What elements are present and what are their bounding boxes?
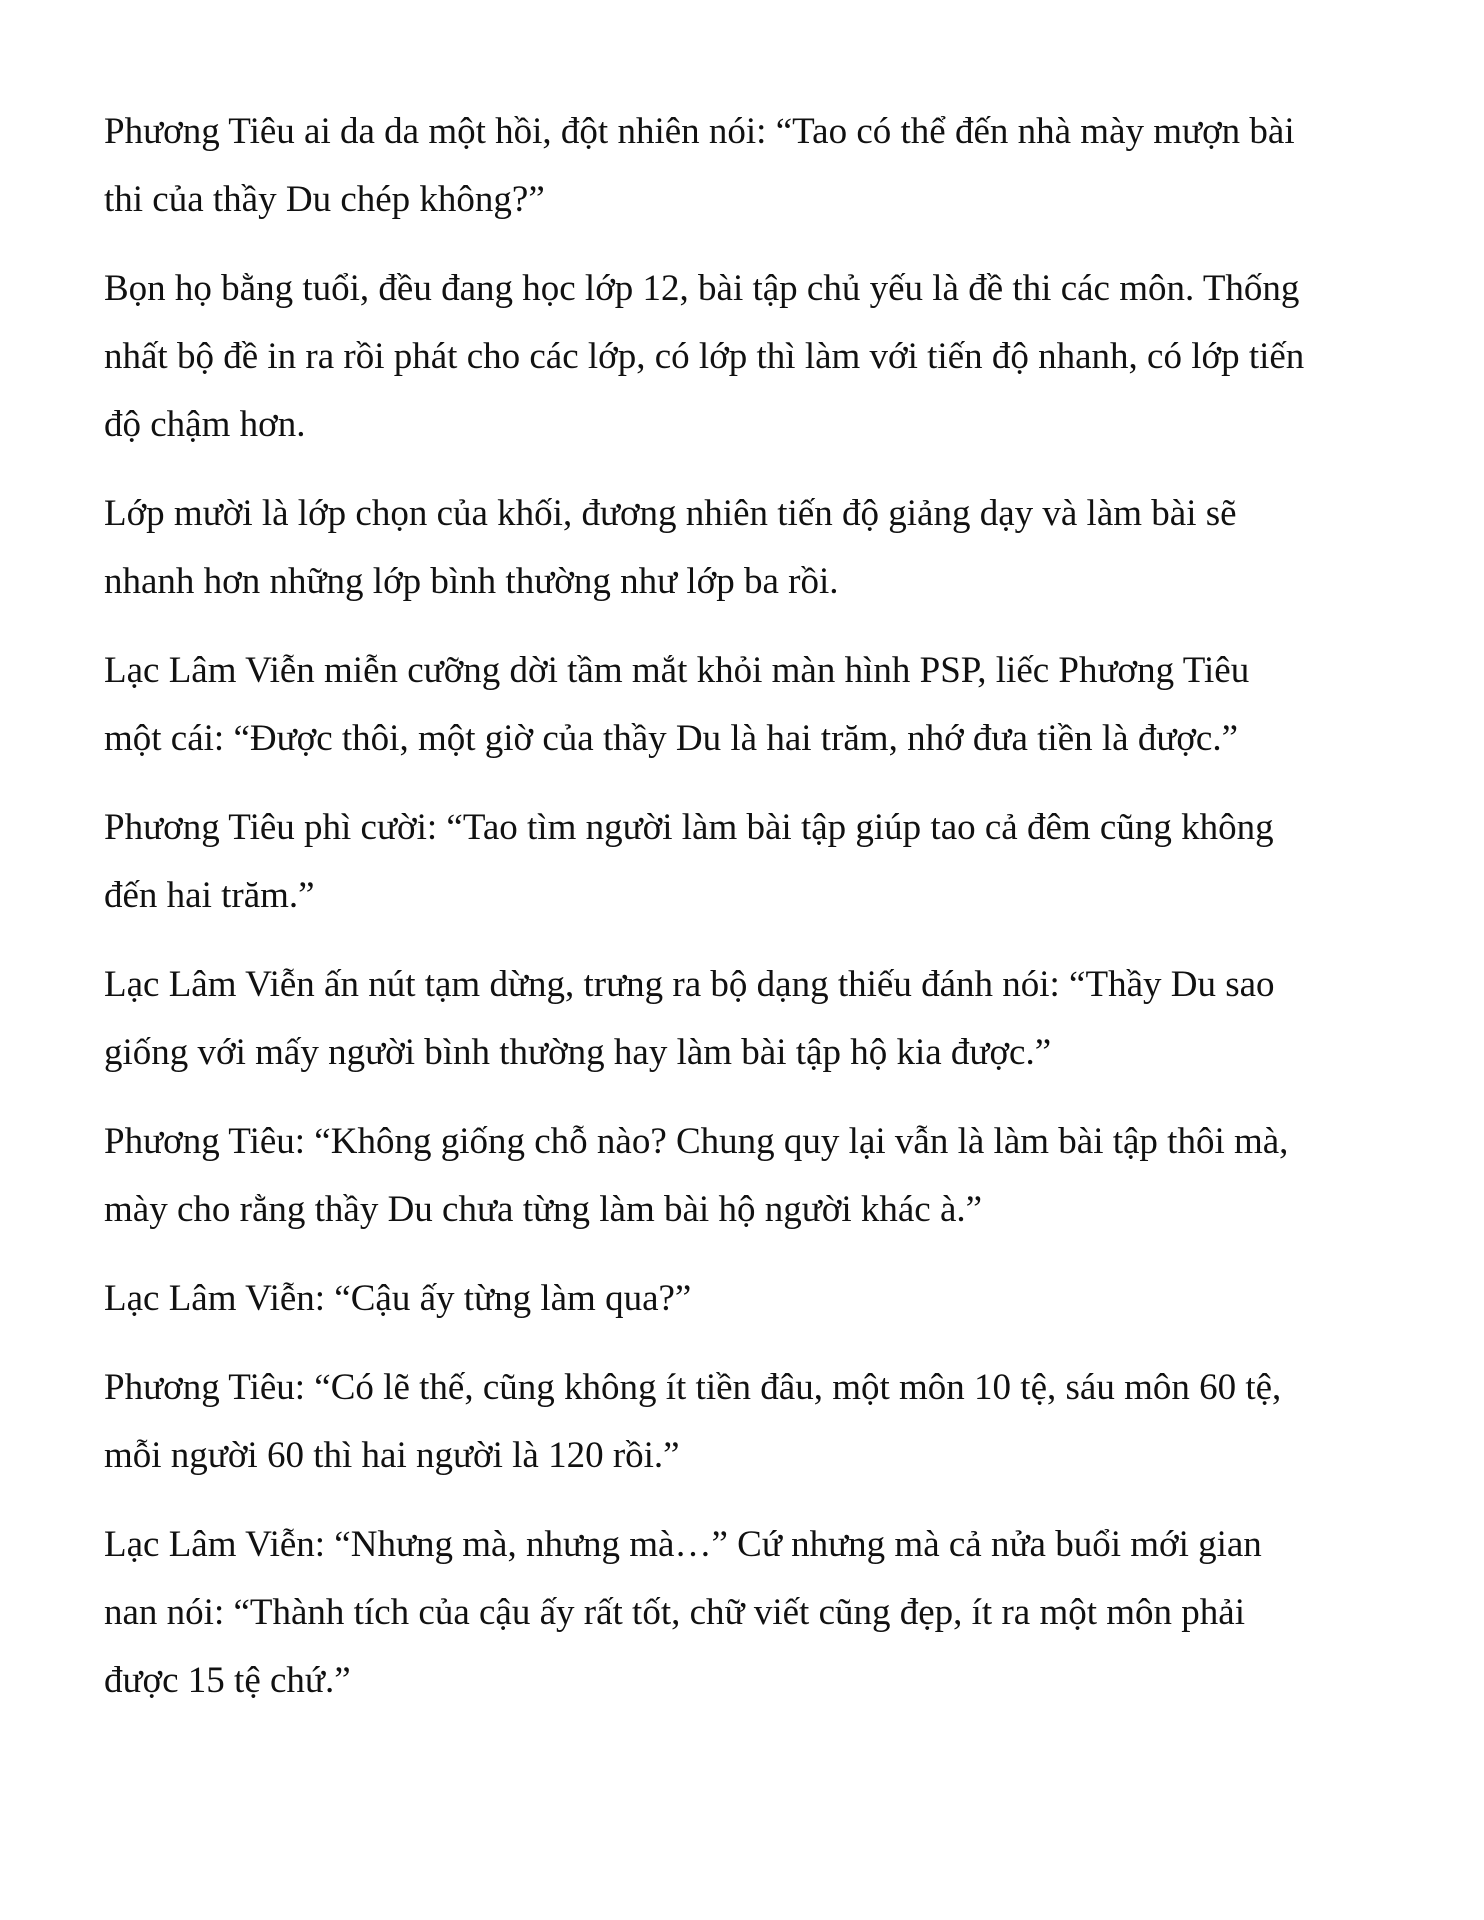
- text-line: nan nói: “Thành tích của cậu ấy rất tốt, chữ viết cũng đẹp, ít ra một môn phải: [104, 1592, 1246, 1633]
- paragraph-3: [104, 480, 1404, 616]
- paragraph-2: [104, 255, 1404, 459]
- text-line: Lạc Lâm Viễn: “Cậu ấy từng làm qua?”: [104, 1278, 692, 1319]
- text-line: Lạc Lâm Viễn miễn cưỡng dời tầm mắt khỏi màn hình PSP, liếc Phương Tiêu: [104, 650, 1250, 691]
- paragraph-10: [104, 1511, 1404, 1715]
- text-line: Lạc Lâm Viễn ấn nút tạm dừng, trưng ra bộ dạng thiếu đánh nói: “Thầy Du sao: [104, 964, 1275, 1005]
- text-line: Lạc Lâm Viễn: “Nhưng mà, nhưng mà…” Cứ nhưng mà cả nửa buổi mới gian: [104, 1524, 1262, 1565]
- text-line: độ chậm hơn.: [104, 404, 306, 445]
- document-body: [104, 98, 1404, 1736]
- paragraph-7: [104, 1108, 1404, 1244]
- paragraph-4: [104, 637, 1404, 773]
- text-line: Phương Tiêu ai da da một hồi, đột nhiên nói: “Tao có thể đến nhà mày mượn bài: [104, 111, 1295, 152]
- paragraph-6: [104, 951, 1404, 1087]
- paragraph-9: [104, 1354, 1404, 1490]
- text-line: mỗi người 60 thì hai người là 120 rồi.”: [104, 1435, 680, 1476]
- paragraph-5: [104, 794, 1404, 930]
- paragraph-1: [104, 98, 1404, 234]
- text-line: nhất bộ đề in ra rồi phát cho các lớp, có lớp thì làm với tiến độ nhanh, có lớp tiến: [104, 336, 1305, 377]
- paragraph-8: [104, 1265, 1404, 1333]
- text-line: Phương Tiêu phì cười: “Tao tìm người làm bài tập giúp tao cả đêm cũng không: [104, 807, 1274, 848]
- text-line: Phương Tiêu: “Có lẽ thế, cũng không ít tiền đâu, một môn 10 tệ, sáu môn 60 tệ,: [104, 1367, 1282, 1408]
- text-line: một cái: “Được thôi, một giờ của thầy Du là hai trăm, nhớ đưa tiền là được.”: [104, 718, 1239, 759]
- text-line: thi của thầy Du chép không?”: [104, 179, 545, 220]
- text-line: đến hai trăm.”: [104, 875, 315, 916]
- text-line: nhanh hơn những lớp bình thường như lớp ba rồi.: [104, 561, 839, 602]
- text-line: Lớp mười là lớp chọn của khối, đương nhiên tiến độ giảng dạy và làm bài sẽ: [104, 493, 1237, 534]
- text-line: Phương Tiêu: “Không giống chỗ nào? Chung quy lại vẫn là làm bài tập thôi mà,: [104, 1121, 1289, 1162]
- text-line: giống với mấy người bình thường hay làm bài tập hộ kia được.”: [104, 1032, 1052, 1073]
- text-line: được 15 tệ chứ.”: [104, 1660, 351, 1701]
- text-line: mày cho rằng thầy Du chưa từng làm bài hộ người khác à.”: [104, 1189, 983, 1230]
- text-line: Bọn họ bằng tuổi, đều đang học lớp 12, bài tập chủ yếu là đề thi các môn. Thống: [104, 268, 1300, 309]
